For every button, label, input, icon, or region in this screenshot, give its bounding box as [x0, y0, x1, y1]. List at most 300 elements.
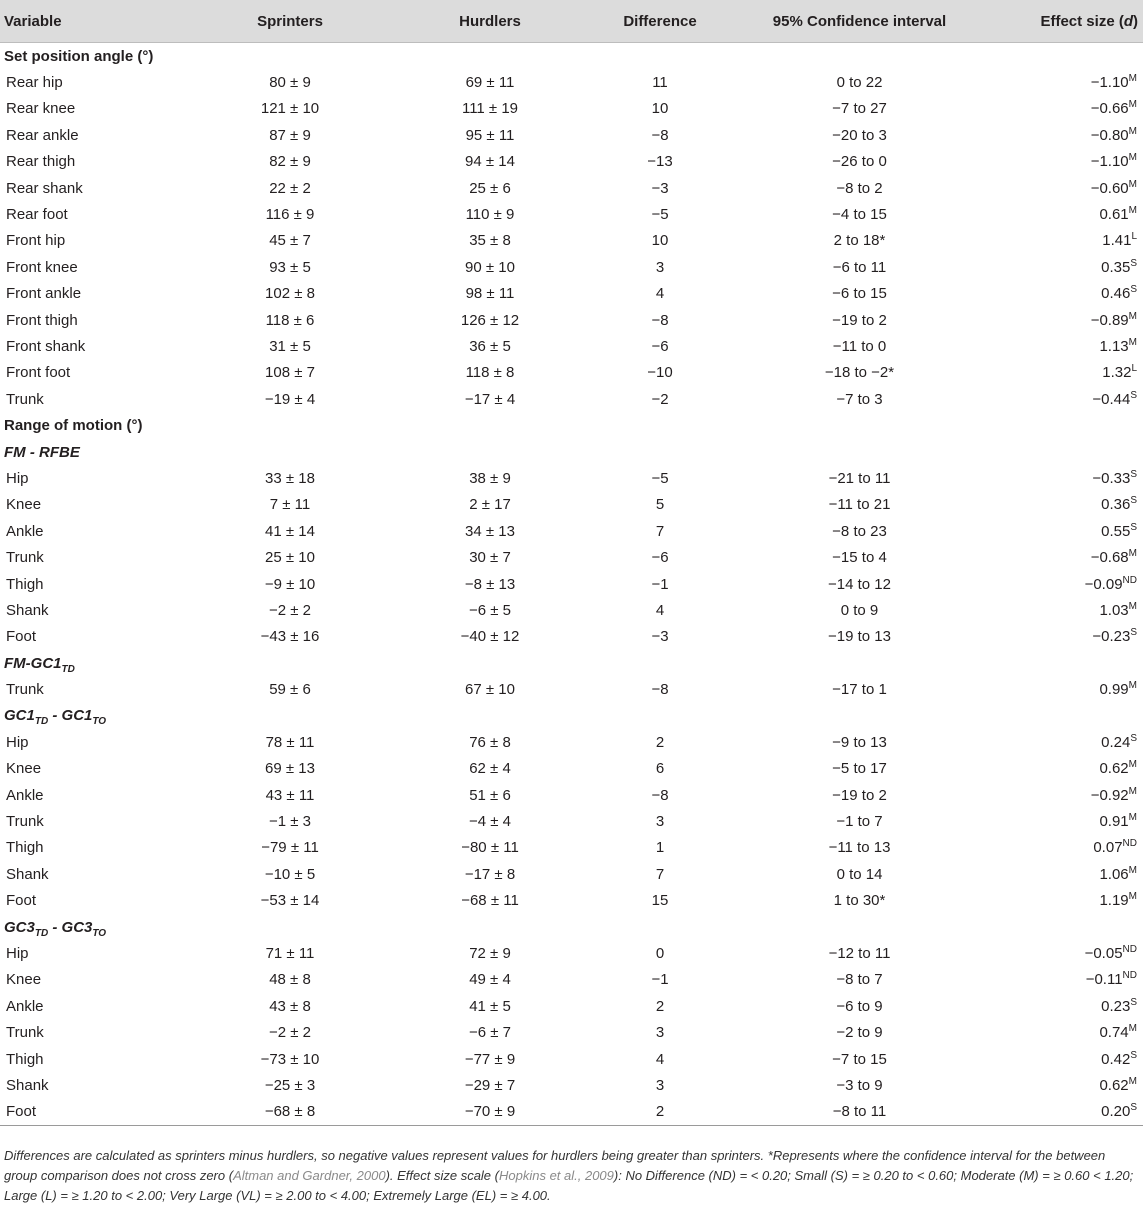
header-hurdlers: Hurdlers: [390, 0, 590, 43]
gc1-end-subscript: TO: [92, 716, 107, 728]
difference-cell: 1: [655, 839, 665, 857]
hurdlers-cell: −4 ± 4: [468, 813, 511, 831]
effect-size-category: M: [1128, 152, 1137, 164]
variable-cell: Trunk: [6, 390, 44, 408]
effect-size-category: M: [1128, 205, 1137, 217]
effect-size-category: M: [1128, 73, 1137, 85]
footnote-text-3: ): No Difference (ND) = < 0.20; Small (S) = ≥ 0.20 to < 0.60; Moderate (M) = ≥ 0.60 < 1.20; Large (L) = ≥ 1.20 to < 2.00; Very Large (VL) = ≥ 2.00 to < 4.00; Extremely Large (EL) = ≥ 4.00.: [4, 1168, 1134, 1203]
effect-size-value: −0.05: [1084, 944, 1123, 962]
effect-size-category: S: [1130, 257, 1137, 269]
hurdlers-cell: 41 ± 5: [469, 997, 511, 1015]
effect-size-value: 0.23: [1101, 997, 1131, 1015]
effect-size-cell: [989, 1072, 1143, 1098]
variable-cell: Front hip: [6, 232, 66, 250]
effect-size-category: S: [1130, 495, 1137, 507]
table-row: [0, 465, 1143, 491]
sprinters-cell: 116 ± 9: [265, 206, 315, 224]
difference-cell: 11: [652, 74, 668, 92]
table-row: [0, 96, 1143, 122]
hurdlers-cell: 67 ± 10: [465, 681, 515, 699]
header-sprinters: Sprinters: [190, 0, 390, 43]
reference-link-hopkins[interactable]: Hopkins et al., 2009: [498, 1168, 614, 1183]
sprinters-cell: 93 ± 5: [269, 258, 311, 276]
variable-cell: Thigh: [6, 839, 44, 857]
sprinters-cell: 80 ± 9: [269, 74, 311, 92]
confidence-interval-cell: −1 to 7: [836, 813, 883, 831]
effect-size-cell: [989, 465, 1143, 491]
table-body: [0, 43, 1143, 1126]
table-row: [0, 624, 1143, 650]
section-row-set-position: [0, 43, 1143, 70]
effect-size-value: −1.10: [1090, 153, 1129, 171]
confidence-interval-cell: 0 to 22: [836, 74, 883, 92]
effect-size-cell: [989, 729, 1143, 755]
variable-cell: Front knee: [6, 258, 78, 276]
confidence-interval-cell: −14 to 12: [828, 575, 891, 593]
effect-size-category: M: [1128, 125, 1137, 137]
sprinters-cell: −25 ± 3: [264, 1076, 316, 1094]
table-row: [0, 149, 1143, 175]
effect-size-value: −0.80: [1090, 126, 1129, 144]
sprinters-cell: −9 ± 10: [264, 575, 316, 593]
subsection-row-fm-gc1: [0, 650, 1143, 676]
sprinters-cell: 59 ± 6: [269, 681, 311, 699]
effect-size-value: 0.91: [1099, 813, 1129, 831]
effect-size-category: S: [1130, 468, 1137, 480]
effect-size-cell: [989, 96, 1143, 122]
sprinters-cell: 71 ± 11: [265, 944, 315, 962]
effect-size-category: ND: [1122, 574, 1137, 586]
effect-size-cell: [989, 228, 1143, 254]
header-row: [0, 0, 1143, 43]
table-row: [0, 69, 1143, 95]
effect-size-cell: [989, 967, 1143, 993]
effect-size-value: 1.32: [1102, 364, 1132, 382]
table-header: [0, 0, 1143, 43]
difference-cell: −2: [651, 390, 669, 408]
variable-cell: Rear hip: [6, 74, 63, 92]
hurdlers-cell: 25 ± 6: [469, 179, 511, 197]
sprinters-cell: 43 ± 8: [269, 997, 311, 1015]
hurdlers-cell: 90 ± 10: [465, 258, 515, 276]
hurdlers-cell: −29 ± 7: [464, 1076, 516, 1094]
confidence-interval-cell: −5 to 17: [832, 760, 887, 778]
sprinters-cell: −73 ± 10: [260, 1050, 320, 1068]
effect-size-cell: [989, 254, 1143, 280]
hurdlers-cell: 51 ± 6: [469, 786, 511, 804]
effect-size-cell: [989, 782, 1143, 808]
difference-cell: 3: [655, 1024, 665, 1042]
variable-cell: Ankle: [6, 522, 44, 540]
variable-cell: Shank: [6, 865, 49, 883]
effect-size-category: M: [1128, 178, 1137, 190]
difference-cell: −1: [651, 971, 669, 989]
effect-size-value: −0.33: [1092, 469, 1131, 487]
hurdlers-cell: −40 ± 12: [460, 628, 520, 646]
hurdlers-cell: 2 ± 17: [469, 496, 511, 514]
confidence-interval-cell: −8 to 7: [836, 971, 883, 989]
header-difference: Difference: [590, 0, 730, 43]
subsection-title-fm-rfbe: FM - RFBE: [4, 443, 80, 461]
effect-size-cell: [989, 492, 1143, 518]
confidence-interval-cell: −6 to 15: [832, 285, 887, 303]
confidence-interval-cell: −12 to 11: [828, 944, 891, 962]
table-row: [0, 1099, 1143, 1126]
variable-cell: Thigh: [6, 1050, 44, 1068]
table-footnote: [4, 1146, 1140, 1206]
hurdlers-cell: 49 ± 4: [469, 971, 511, 989]
confidence-interval-cell: −6 to 9: [836, 997, 883, 1015]
table-row: [0, 228, 1143, 254]
table-row: [0, 597, 1143, 623]
effect-size-value: −0.44: [1092, 390, 1131, 408]
effect-size-cell: [989, 835, 1143, 861]
difference-cell: −5: [651, 469, 669, 487]
confidence-interval-cell: −2 to 9: [836, 1024, 883, 1042]
gc1-start-subscript: TD: [34, 716, 49, 728]
subsection-title-gc1: [0, 703, 1143, 729]
confidence-interval-cell: −26 to 0: [832, 153, 887, 171]
confidence-interval-cell: −7 to 15: [832, 1050, 887, 1068]
confidence-interval-cell: −11 to 13: [828, 839, 891, 857]
difference-cell: 3: [655, 1076, 665, 1094]
header-variable: Variable: [0, 0, 190, 43]
confidence-interval-cell: −8 to 23: [832, 522, 887, 540]
effect-size-value: −1.10: [1090, 74, 1129, 92]
sprinters-cell: −10 ± 5: [264, 865, 316, 883]
hurdlers-cell: −8 ± 13: [464, 575, 516, 593]
effect-size-value: −0.89: [1090, 311, 1129, 329]
variable-cell: Front foot: [6, 364, 71, 382]
difference-cell: 0: [655, 944, 665, 962]
hurdlers-cell: −17 ± 8: [464, 865, 516, 883]
effect-size-category: ND: [1122, 970, 1137, 982]
effect-size-category: M: [1128, 785, 1137, 797]
sprinters-cell: −19 ± 4: [264, 390, 316, 408]
table-row: [0, 360, 1143, 386]
effect-size-value: 0.62: [1099, 760, 1129, 778]
variable-cell: Hip: [6, 733, 29, 751]
sprinters-cell: 33 ± 18: [265, 469, 315, 487]
table-row: [0, 808, 1143, 834]
difference-cell: 5: [655, 496, 665, 514]
header-effect-size: [989, 0, 1143, 43]
confidence-interval-cell: −19 to 2: [832, 311, 887, 329]
effect-size-value: 0.35: [1101, 258, 1131, 276]
effect-size-category: S: [1130, 389, 1137, 401]
table-row: [0, 1046, 1143, 1072]
hurdlers-cell: −6 ± 7: [468, 1024, 511, 1042]
effect-size-category: ND: [1122, 838, 1137, 850]
hurdlers-cell: 72 ± 9: [469, 944, 511, 962]
table-row: [0, 1072, 1143, 1098]
difference-cell: 3: [655, 258, 665, 276]
table-row: [0, 756, 1143, 782]
effect-size-value: −0.60: [1090, 179, 1129, 197]
table-row: [0, 307, 1143, 333]
effect-size-value: 0.20: [1101, 1103, 1131, 1121]
subsection-row-gc1: [0, 703, 1143, 729]
difference-cell: −8: [651, 311, 669, 329]
effect-size-value: 0.46: [1101, 285, 1131, 303]
difference-cell: 2: [655, 997, 665, 1015]
effect-size-cell: [989, 624, 1143, 650]
effect-size-value: 0.61: [1099, 206, 1129, 224]
variable-cell: Ankle: [6, 997, 44, 1015]
hurdlers-cell: 34 ± 13: [465, 522, 515, 540]
confidence-interval-cell: −17 to 1: [832, 681, 887, 699]
effect-size-cell: [989, 69, 1143, 95]
variable-cell: Trunk: [6, 1024, 44, 1042]
effect-size-category: M: [1128, 1023, 1137, 1035]
difference-cell: 3: [655, 813, 665, 831]
gc3-end-label: GC3: [61, 918, 93, 936]
table-row: [0, 835, 1143, 861]
footnote-text-1: Differences are calculated as sprinters minus hurdlers, so negative values represent values for hurdlers being greater than sprinters. *Represents where the confidence interval for the between group comparison does not cross zero (: [4, 1148, 1106, 1183]
variable-cell: Knee: [6, 971, 42, 989]
effect-size-value: 0.99: [1099, 681, 1129, 699]
difference-cell: 10: [651, 232, 669, 250]
sprinters-cell: −79 ± 11: [261, 839, 319, 857]
gc1-start-label: GC1: [4, 707, 35, 725]
difference-cell: 4: [655, 1050, 665, 1068]
difference-cell: −6: [651, 549, 669, 567]
table-row: [0, 254, 1143, 280]
sprinters-cell: 102 ± 8: [265, 285, 315, 303]
difference-cell: −5: [651, 206, 669, 224]
hurdlers-cell: 98 ± 11: [465, 285, 515, 303]
confidence-interval-cell: −21 to 11: [828, 469, 891, 487]
effect-size-value: 1.41: [1102, 232, 1132, 250]
difference-cell: −8: [651, 126, 669, 144]
difference-cell: 2: [590, 1099, 730, 1126]
header-confidence-interval: 95% Confidence interval: [730, 0, 989, 43]
table-row: [0, 175, 1143, 201]
table-row: [0, 201, 1143, 227]
effect-size-cell: [989, 122, 1143, 148]
hurdlers-cell: 118 ± 8: [465, 364, 515, 382]
subsection-row-fm-rfbe: [0, 439, 1143, 465]
variable-cell: Front shank: [6, 337, 86, 355]
effect-size-cell: [989, 518, 1143, 544]
confidence-interval-cell: −3 to 9: [836, 1076, 883, 1094]
effect-size-category: M: [1128, 310, 1137, 322]
variable-cell: Rear ankle: [6, 126, 79, 144]
hurdlers-cell: 36 ± 5: [469, 337, 511, 355]
variable-cell: Rear shank: [6, 179, 83, 197]
effect-size-value: 0.62: [1099, 1076, 1129, 1094]
table-row: [0, 122, 1143, 148]
table-row: [0, 571, 1143, 597]
difference-cell: 6: [655, 760, 665, 778]
effect-size-category: M: [1128, 812, 1137, 824]
effect-size-cell: [989, 1099, 1143, 1126]
gc3-start-subscript: TD: [34, 927, 49, 939]
table-row: [0, 386, 1143, 412]
sprinters-cell: 87 ± 9: [269, 126, 311, 144]
variable-cell: Front thigh: [6, 311, 78, 329]
sprinters-cell: −1 ± 3: [268, 813, 311, 831]
difference-cell: 10: [651, 100, 669, 118]
effect-size-cell: [989, 333, 1143, 359]
confidence-interval-cell: −4 to 15: [832, 206, 887, 224]
sprinters-cell: 7 ± 11: [269, 496, 311, 514]
confidence-interval-cell: −7 to 3: [836, 390, 883, 408]
confidence-interval-cell: −18 to −2*: [824, 364, 895, 382]
effect-size-category: M: [1128, 99, 1137, 111]
table-row: [0, 544, 1143, 570]
effect-size-cell: [989, 676, 1143, 702]
effect-size-category: M: [1128, 680, 1137, 692]
table-row: [0, 993, 1143, 1019]
sprinters-cell: 41 ± 14: [265, 522, 315, 540]
variable-cell: Shank: [6, 1076, 49, 1094]
confidence-interval-cell: −15 to 4: [832, 549, 887, 567]
confidence-interval-cell: −8 to 2: [836, 179, 883, 197]
hurdlers-cell: 69 ± 11: [465, 74, 515, 92]
fm-gc1-label: FM-GC1: [4, 654, 62, 672]
variable-cell: Rear foot: [6, 206, 68, 224]
effect-size-cell: [989, 386, 1143, 412]
sprinters-cell: −53 ± 14: [260, 892, 320, 910]
gc3-separator: -: [48, 918, 62, 936]
effect-size-cell: [989, 1046, 1143, 1072]
confidence-interval-cell: −20 to 3: [832, 126, 887, 144]
confidence-interval-cell: −9 to 13: [832, 733, 887, 751]
table-row: [0, 782, 1143, 808]
difference-cell: 4: [655, 285, 665, 303]
hurdlers-cell: −6 ± 5: [468, 601, 511, 619]
variable-cell: Thigh: [6, 575, 44, 593]
variable-cell: Hip: [6, 944, 29, 962]
effect-size-value: −0.09: [1084, 575, 1123, 593]
variable-cell: Knee: [6, 496, 42, 514]
effect-size-category: S: [1130, 732, 1137, 744]
difference-cell: 2: [655, 733, 665, 751]
effect-size-category: M: [1128, 1075, 1137, 1087]
hurdlers-cell: 126 ± 12: [460, 311, 520, 329]
confidence-interval-cell: 1 to 30*: [833, 892, 886, 910]
effect-size-category: L: [1131, 231, 1137, 243]
hurdlers-cell: −17 ± 4: [464, 390, 516, 408]
effect-size-cell: [989, 940, 1143, 966]
sprinters-cell: 48 ± 8: [269, 971, 311, 989]
confidence-interval-cell: −8 to 11: [730, 1099, 989, 1126]
effect-size-value: −0.66: [1090, 100, 1129, 118]
effect-size-category: S: [1130, 627, 1137, 639]
sprinters-cell: 82 ± 9: [269, 153, 311, 171]
sprinters-cell: 121 ± 10: [260, 100, 320, 118]
effect-size-cell: [989, 544, 1143, 570]
hurdlers-cell: −68 ± 11: [461, 892, 519, 910]
effect-size-category: S: [1130, 284, 1137, 296]
effect-size-value: 1.03: [1099, 601, 1129, 619]
table-row: [0, 518, 1143, 544]
effect-size-category: S: [1130, 1049, 1137, 1061]
sprinters-cell: −68 ± 8: [190, 1099, 390, 1126]
hurdlers-cell: 38 ± 9: [469, 469, 511, 487]
variable-cell: Ankle: [6, 786, 44, 804]
confidence-interval-cell: −11 to 0: [832, 337, 887, 355]
table-row: [0, 676, 1143, 702]
effect-size-value: 0.36: [1101, 496, 1131, 514]
effect-size-cell: [989, 756, 1143, 782]
confidence-interval-cell: −6 to 11: [832, 258, 887, 276]
table-row: [0, 281, 1143, 307]
effect-size-value: 0.55: [1101, 522, 1131, 540]
subsection-title-gc3: [0, 914, 1143, 940]
table-row: [0, 967, 1143, 993]
hurdlers-cell: −70 ± 9: [390, 1099, 590, 1126]
variable-cell: Trunk: [6, 681, 44, 699]
sprinters-cell: 78 ± 11: [265, 733, 315, 751]
variable-cell: Rear knee: [6, 100, 76, 118]
sprinters-cell: 118 ± 6: [265, 311, 315, 329]
confidence-interval-cell: 0 to 9: [840, 601, 879, 619]
table-row: [0, 492, 1143, 518]
confidence-interval-cell: 0 to 14: [836, 865, 883, 883]
effect-size-category: S: [1130, 1102, 1137, 1114]
difference-cell: 7: [655, 522, 665, 540]
hurdlers-cell: 94 ± 14: [465, 153, 515, 171]
table-row: [0, 729, 1143, 755]
variable-cell: Trunk: [6, 813, 44, 831]
effect-size-cell: [989, 175, 1143, 201]
difference-cell: 7: [655, 865, 665, 883]
header-effect-size-suffix: ): [1133, 12, 1138, 30]
effect-size-category: S: [1130, 521, 1137, 533]
table-row: [0, 888, 1143, 914]
effect-size-value: 0.74: [1099, 1024, 1129, 1042]
section-title-range-of-motion: Range of motion (°): [4, 417, 143, 435]
effect-size-category: M: [1128, 600, 1137, 612]
difference-cell: −1: [651, 575, 669, 593]
effect-size-cell: [989, 201, 1143, 227]
sprinters-cell: 22 ± 2: [269, 179, 311, 197]
difference-cell: −10: [647, 364, 673, 382]
subsection-title-fm-gc1: [0, 650, 1143, 676]
reference-link-altman[interactable]: Altman and Gardner, 2000: [233, 1168, 386, 1183]
variable-cell: Knee: [6, 760, 42, 778]
effect-size-category: M: [1128, 759, 1137, 771]
effect-size-cell: [989, 571, 1143, 597]
effect-size-cell: [989, 993, 1143, 1019]
sprinters-cell: 69 ± 13: [265, 760, 315, 778]
effect-size-cell: [989, 360, 1143, 386]
effect-size-cell: [989, 888, 1143, 914]
hurdlers-cell: 62 ± 4: [469, 760, 511, 778]
hurdlers-cell: 30 ± 7: [469, 549, 511, 567]
effect-size-category: M: [1128, 548, 1137, 560]
difference-cell: −8: [651, 681, 669, 699]
sprinters-cell: 25 ± 10: [265, 549, 315, 567]
difference-cell: −6: [651, 337, 669, 355]
effect-size-cell: [989, 307, 1143, 333]
hurdlers-cell: −77 ± 9: [464, 1050, 516, 1068]
variable-cell: Rear thigh: [6, 153, 76, 171]
section-title-set-position: Set position angle (°): [4, 47, 154, 65]
effect-size-category: M: [1128, 864, 1137, 876]
gc3-end-subscript: TO: [92, 927, 107, 939]
variable-cell: Foot: [6, 892, 37, 910]
hurdlers-cell: 111 ± 19: [461, 100, 519, 118]
gc1-separator: -: [48, 707, 62, 725]
effect-size-category: L: [1131, 363, 1137, 375]
effect-size-category: M: [1128, 891, 1137, 903]
effect-size-value: 0.42: [1101, 1050, 1131, 1068]
header-effect-size-d: d: [1123, 12, 1133, 30]
effect-size-category: M: [1128, 336, 1137, 348]
